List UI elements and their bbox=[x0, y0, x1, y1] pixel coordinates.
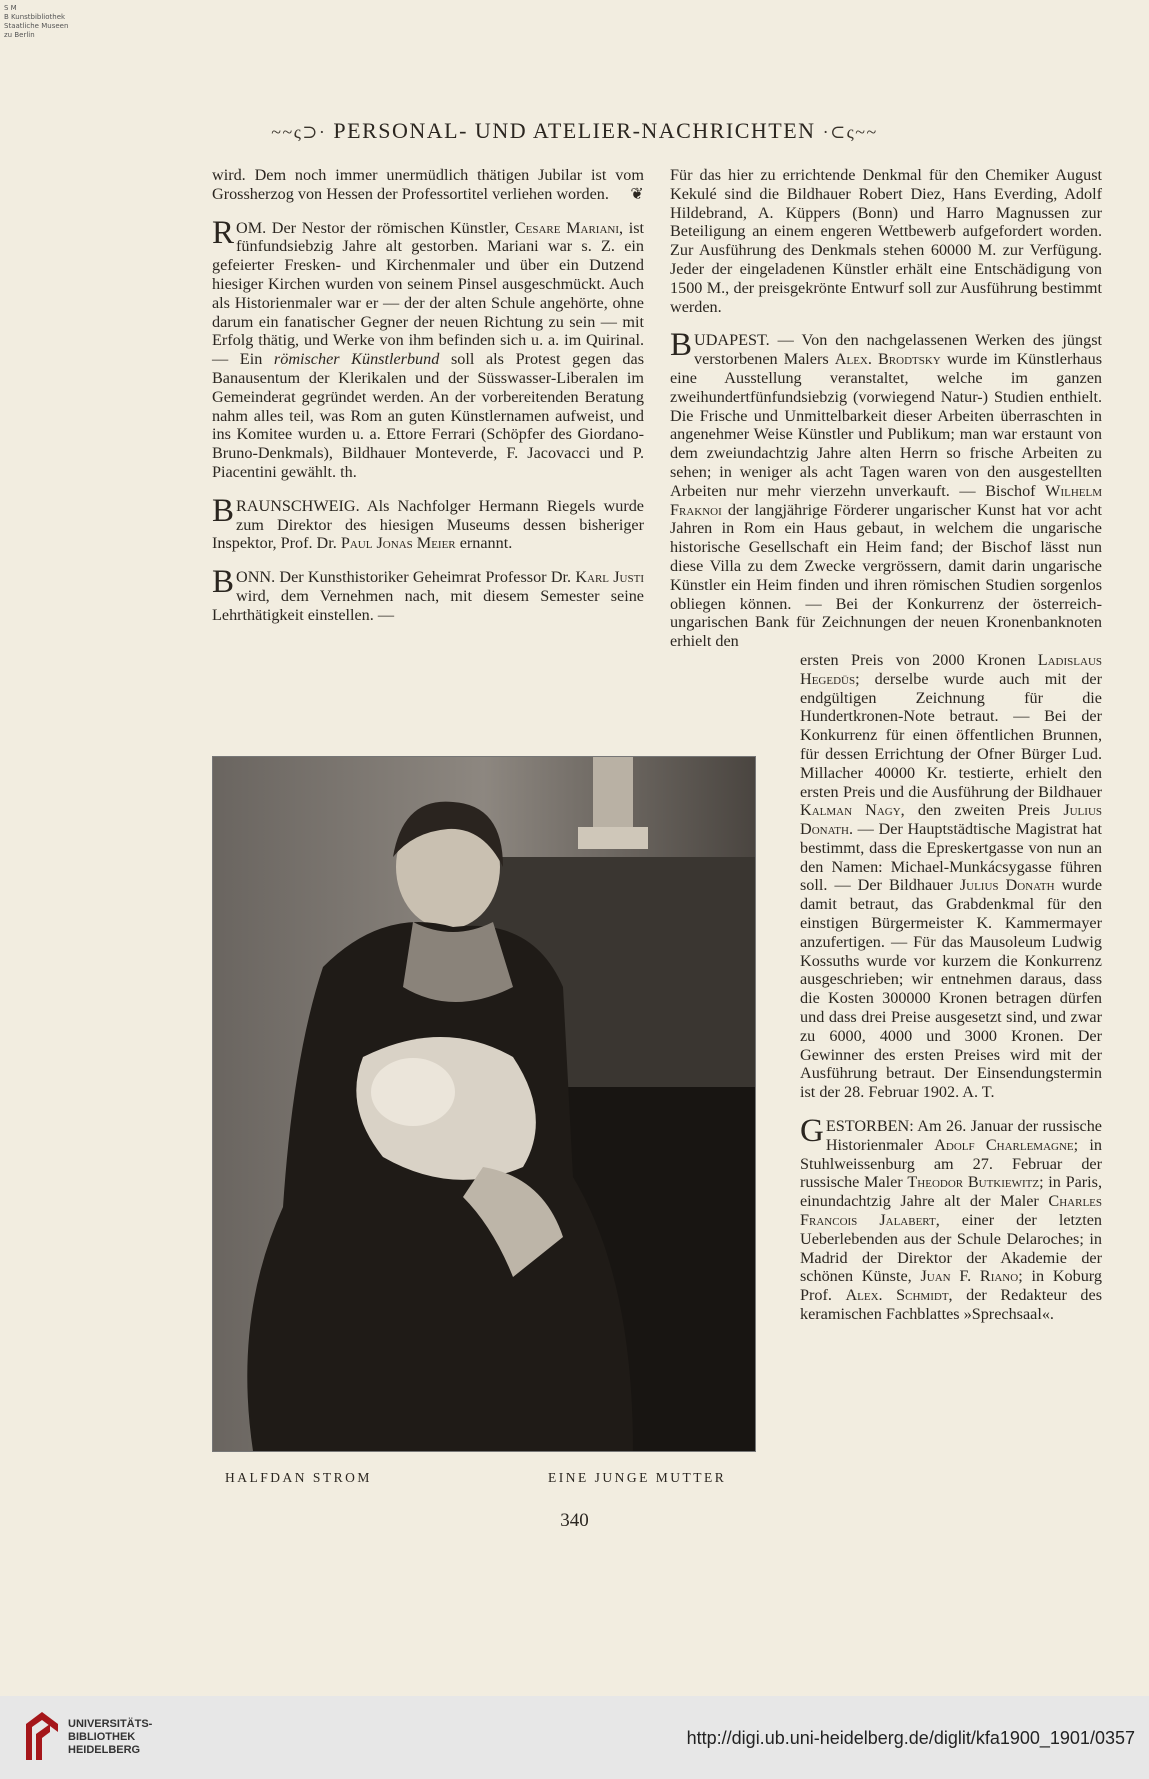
text: . — Der Hauptstädtische Magistrat hat bestimmt, dass die Epreskertgasse von nun an den Namen: Michael-Munkácsygasse führen soll. — Der Bildhauer bbox=[800, 820, 1102, 895]
text: ersten Preis von 2000 Kronen bbox=[800, 650, 1026, 669]
text: soll als Protest gegen das Banausentum der Klerikalen und der Süsswasser-Liberalen im Gemeinderat gegründet werden. An der vorbereitenden Beratung nahm alles teil, was Rom an guten Künstlernamen aufweist, und ins Komitee wurden u. a. Ettore Ferrari (Schöpfer des Giordano-Bruno-Denkmals), Bildhauer Monteverde, F. Jacovacci und P. Piacentini gewählt. th. bbox=[212, 350, 645, 481]
drop-cap: B bbox=[212, 564, 235, 601]
person-name: Theodor Butkiewitz bbox=[907, 1173, 1040, 1192]
drop-cap: B bbox=[212, 492, 235, 529]
logo-line: HEIDELBERG bbox=[68, 1744, 141, 1756]
text: OM. Der Nestor der römischen Künstler, bbox=[236, 218, 510, 237]
section-title: PERSONAL- UND ATELIER-NACHRICHTEN bbox=[333, 118, 816, 143]
stamp-line: Staatliche Museen bbox=[4, 22, 69, 30]
paragraph-budapest bbox=[670, 327, 1103, 651]
footer-bar bbox=[0, 1696, 1149, 1779]
stamp-line: zu Berlin bbox=[4, 31, 35, 39]
permalink-url[interactable]: http://digi.ub.uni-heidelberg.de/diglit/kfa1900_1901/0357 bbox=[686, 1728, 1135, 1748]
person-name: Charles Francois Jalabert bbox=[800, 1192, 1102, 1230]
library-stamp bbox=[4, 4, 68, 40]
person-name: Wilhelm Fraknoi bbox=[670, 481, 1102, 519]
caption-title: EINE JUNGE MUTTER bbox=[548, 1470, 727, 1485]
text: ernannt. bbox=[459, 534, 513, 553]
university-library-logo-icon[interactable] bbox=[22, 1710, 62, 1762]
person-name: Julius Donath bbox=[959, 876, 1055, 895]
text: wird, dem Vernehmen nach, mit diesem Semester seine Lehrthätigkeit einstellen. — bbox=[212, 586, 644, 624]
person-name: Juan F. Riano bbox=[920, 1267, 1019, 1286]
person-name: Cesare Mariani bbox=[514, 218, 619, 237]
person-name: Ladislaus Hegedüs bbox=[800, 650, 1102, 688]
person-name: Adolf Charlemagne bbox=[934, 1135, 1074, 1154]
text: , den zweiten Preis bbox=[900, 801, 1051, 820]
text: ; in Koburg Prof. bbox=[800, 1267, 1102, 1305]
text: , ist fünfundsiebzig Jahre alt gestorben. Mariani war s. Z. ein gefeierter Fresken- und Kirchenmaler und über ein Dutzend hiesiger Kirchen wurden von seinem Pinsel ausgeschmückt. Auch als Historienmaler war er — der der alten Schule angehörte, ohne darum ein fanatischer Gegner der neuen Richtung zu sein — mit Erfolg thätig, und Werke von ihm befinden sich u. a. im Quirinal. — Ein bbox=[212, 218, 645, 369]
paragraph-bonn bbox=[212, 564, 644, 624]
ornament-left-icon: ~~ς⊃· bbox=[271, 122, 327, 142]
fleuron-icon: ❦ bbox=[630, 184, 644, 203]
logo-line: UNIVERSITÄTS- bbox=[68, 1718, 153, 1730]
text: wird. Dem noch immer unermüdlich thätigen Jubilar ist vom Grossherzog von Hessen der Professortitel verliehen worden. bbox=[212, 166, 644, 203]
painting-illustration bbox=[213, 757, 755, 1451]
paragraph-kekule: Für das hier zu errichtende Denkmal für den Chemiker August Kekulé sind die Bildhauer Robert Diez, Hans Everding, Adolf Hildebrand, A. Küppers (Bonn) und Harro Magnussen zur Beteiligung an einem engeren Wettbewerb aufgefordert worden. Zur Ausführung des Denkmals stehen 60000 M. zur Verfügung. Jeder der eingeladenen Künstler erhält eine Entschädigung von 1500 M., der preisgekrönte Entwurf soll zur Ausführung bestimmt werden. bbox=[670, 166, 1102, 316]
left-column bbox=[212, 166, 644, 640]
text: ; in Stuhlweissenburg am 27. Februar der russische Maler bbox=[800, 1135, 1102, 1192]
person-name: Paul Jonas Meier bbox=[340, 534, 456, 553]
caption-artist: HALFDAN STROM bbox=[225, 1470, 372, 1485]
text: RAUNSCHWEIG. Als Nachfolger Hermann Riegels wurde zum Direktor des hiesigen Museums dessen bisheriger Inspektor, Prof. Dr. bbox=[212, 496, 644, 553]
person-name: Kalman Nagy bbox=[800, 801, 901, 820]
stamp-line: S M bbox=[4, 4, 17, 12]
text: ESTORBEN: Am 26. Januar der russische Historienmaler bbox=[825, 1117, 1102, 1154]
paragraph-braunschweig bbox=[212, 492, 644, 553]
person-name: Alex. Brodtsky bbox=[834, 350, 941, 369]
person-name: Alex. Schmidt bbox=[845, 1286, 949, 1305]
text: ; in Paris, einundachtzig Jahre alt der Maler bbox=[800, 1173, 1102, 1211]
ornament-right-icon: ·⊂ς~~ bbox=[822, 122, 878, 142]
text: UDAPEST. — Von den nachgelassenen Werken des jüngst verstorbenen Malers bbox=[694, 331, 1102, 369]
text: , einer der letzten Ueberlebenden aus der Schule Delaroches; in Madrid der Direktor der Akademie der schönen Künste, bbox=[800, 1211, 1102, 1286]
text: wurde damit betraut, das Grabdenkmal für den einstigen Bürgermeister K. Kammermayer anzufertigen. — Für das Mausoleum Ludwig Kossuths wurde vor kurzem die Konkurrenz ausgeschrieben; wir entnehmen daraus, dass die Kosten 300000 Kronen betragen dürfen und dass drei Preise ausgesetzt sind, und zwar zu 6000, 4000 und 3000 Kronen. Der Gewinner des ersten Preises wird mit der Ausführung betraut. Der Einsendungstermin ist der 28. Februar 1902. A. T. bbox=[800, 876, 1103, 1102]
text: wurde im Künstlerhaus eine Ausstellung veranstaltet, welche im ganzen zweihundertfünfundsiebzig (vorwiegend Natur-) Studien enthielt. Die Frische und Unmittelbarkeit dieser Arbeiten überraschten in angenehmer Weise Künstler und Publikum; man war erstaunt von dem zweiundachtzig Jahre alten Herrn so frische Arbeiten zu sehen; in weniger als acht Tagen waren von den ausgestellten Arbeiten nur mehr vierzehn unverkauft. — Bischof bbox=[670, 350, 1103, 500]
paragraph-rom bbox=[212, 214, 645, 482]
drop-cap: R bbox=[212, 214, 235, 251]
university-library-name bbox=[68, 1718, 152, 1757]
person-name: Julius Donath bbox=[800, 801, 1102, 839]
paragraph-gestorben bbox=[800, 1113, 1102, 1324]
page-header bbox=[0, 118, 1149, 144]
paragraph-budapest-continued bbox=[800, 651, 1102, 1102]
painting-image bbox=[212, 756, 756, 1452]
drop-cap: G bbox=[800, 1113, 824, 1150]
emphasis: römischer Künstlerbund bbox=[273, 350, 440, 369]
text: der langjährige Förderer ungarischer Kunst hat vor acht Jahren in Rom ein Haus gebaut, in welchem die ungarische historische Gesellschaft ein Heim fand; der Bischof lässt nun diese Villa zu dem Zwecke vergrössern, damit darin ungarische Künstler ein Heim finden und ihren römischen Studien sorgenlos obliegen können. — Bei der Konkurrenz der österreich-ungarischen Bank für Zeichnungen der neuen Kronenbanknoten erhielt den bbox=[670, 500, 1102, 651]
person-name: Karl Justi bbox=[575, 568, 644, 587]
paragraph-jubilar bbox=[212, 166, 644, 204]
text: ; derselbe wurde auch mit der endgültigen Zeichnung für die Hundertkronen-Note betraut. — Bei der Konkurrenz für einen öffentlichen Brunnen, für dessen Errichtung der Ofner Bürger Lud. Millacher 40000 Kr. testierte, erhielt den ersten Preis und die Ausführung der Bildhauer bbox=[800, 669, 1102, 801]
text: , der Redakteur des keramischen Fachblattes »Sprechsaal«. bbox=[800, 1286, 1102, 1324]
drop-cap: B bbox=[670, 327, 693, 364]
stamp-line: B Kunstbibliothek bbox=[4, 13, 66, 21]
logo-line: BIBLIOTHEK bbox=[68, 1731, 136, 1743]
text: ONN. Der Kunsthistoriker Geheimrat Professor Dr. bbox=[236, 568, 572, 587]
page-number: 340 bbox=[560, 1510, 589, 1531]
